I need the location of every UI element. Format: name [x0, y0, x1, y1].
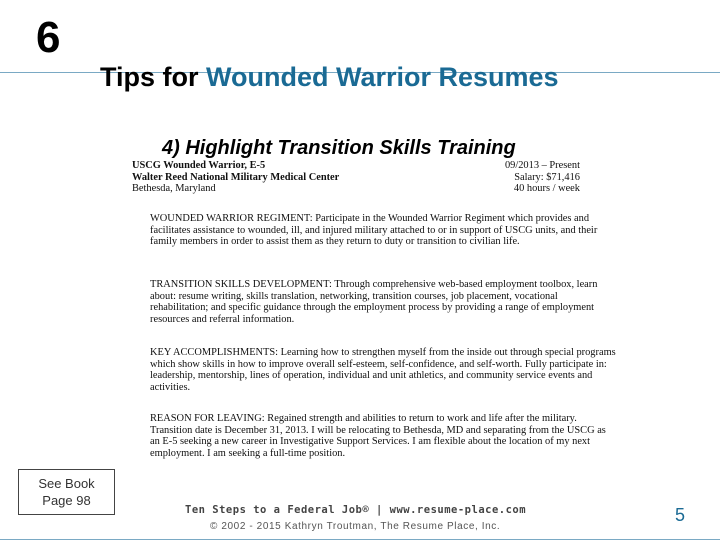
see-book-box — [18, 469, 115, 515]
resume-location: Bethesda, Maryland — [132, 183, 216, 195]
slide-number: 6 — [36, 13, 61, 62]
resume-paragraph-accomplishments: KEY ACCOMPLISHMENTS: Learning how to strengthen myself from the inside out through special programs which show skills in how to improve overall self-esteem, self-confidence, and self-worth. Fully participate in: leadership, mentorship, lines of operation, individual and unit athletics, and community service events and activities. — [150, 347, 616, 393]
resume-dates: 09/2013 – Present — [504, 160, 580, 171]
see-book-line2: Page 98 — [42, 493, 91, 508]
resume-position: USCG Wounded Warrior, E-5 — [132, 160, 266, 171]
resume-hours: 40 hours / week — [513, 183, 580, 195]
resume-paragraph-skills: TRANSITION SKILLS DEVELOPMENT: Through comprehensive web-based employment toolbox, learn about: resume writing, skills translation, networking, transition courses, job placement, vocational rehabilitation; and specific guidance through the employment process by providing a range of employment resources and referral information. — [150, 279, 598, 325]
resume-header-right — [505, 160, 580, 195]
resume-header-left — [132, 160, 339, 195]
slide-title — [100, 62, 559, 93]
resume-excerpt — [130, 160, 620, 459]
resume-paragraph-regiment: WOUNDED WARRIOR REGIMENT: Participate in the Wounded Warrior Regiment which provides and facilitates assistance to wounded, ill, and injured military attached to or in support of USCG units, and their family members in order to assist them as they return to duty or transition to civilian life. — [150, 213, 598, 248]
resume-salary: Salary: $71,416 — [514, 171, 580, 183]
slide-subtitle: 4) Highlight Transition Skills Training — [162, 137, 516, 159]
see-book-line1: See Book — [38, 476, 95, 491]
footer-tagline: Ten Steps to a Federal Job® | www.resume-place.com — [185, 504, 527, 516]
resume-header — [130, 160, 620, 198]
resume-paragraph-leaving: REASON FOR LEAVING: Regained strength and abilities to return to work and life after the military. Transition date is December 31, 2013. I will be relocating to Bethesda, MD and separating from the USCG as an E-5 seeking a new career in Investigative Support Services. I am flexible about the location of my next employment. I am seeking a full-time position. — [150, 413, 606, 459]
title-prefix: Tips for — [100, 62, 207, 92]
resume-employer: Walter Reed National Military Medical Center — [132, 171, 340, 183]
title-accent: Wounded Warrior Resumes — [206, 62, 559, 92]
footer-copyright: © 2002 - 2015 Kathryn Troutman, The Resume Place, Inc. — [210, 521, 501, 532]
page-number: 5 — [675, 505, 686, 525]
